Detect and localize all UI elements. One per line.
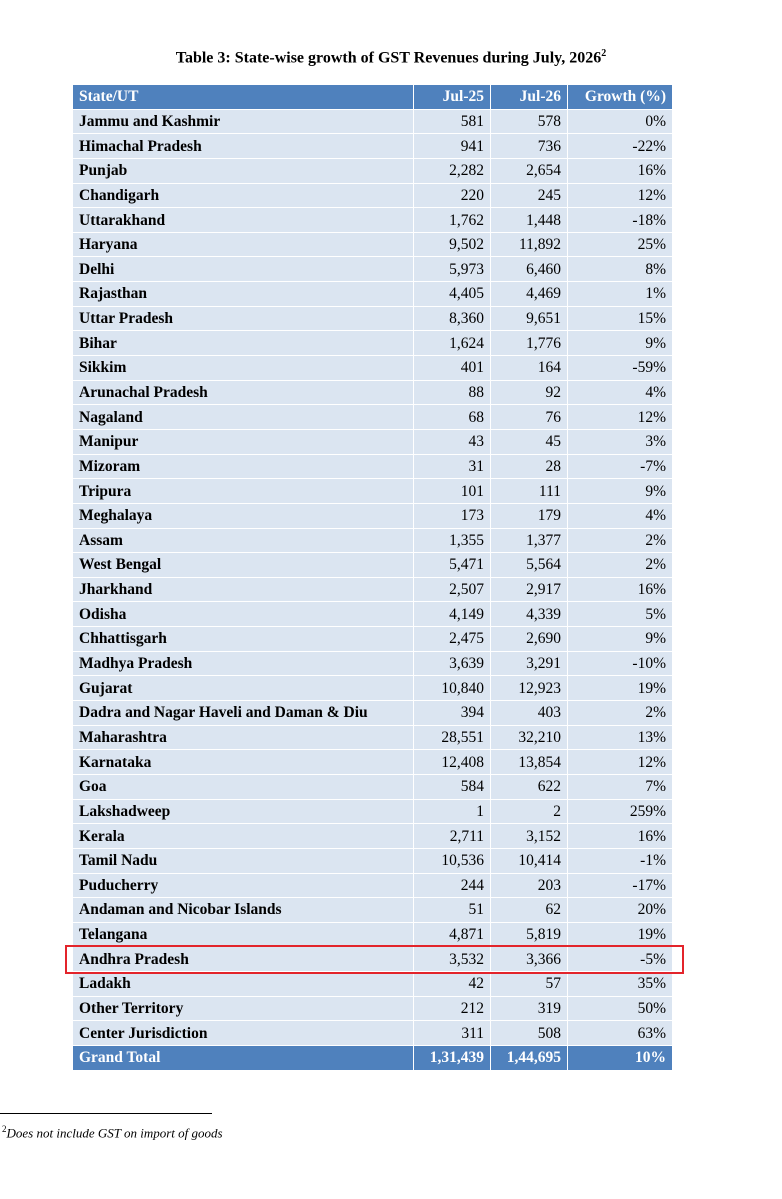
table-row — [73, 1021, 673, 1046]
jul26-cell: 2,654 — [491, 158, 568, 183]
jul25-cell: 31 — [414, 454, 491, 479]
state-name-cell: Puducherry — [73, 873, 414, 898]
growth-cell: 259% — [568, 799, 673, 824]
header-growth: Growth (%) — [568, 85, 673, 110]
gst-revenue-table — [72, 84, 672, 1070]
state-name-cell: Other Territory — [73, 996, 414, 1021]
jul26-cell: 2,917 — [491, 577, 568, 602]
table-row — [73, 627, 673, 652]
table-body — [73, 109, 673, 1069]
jul25-cell: 1,355 — [414, 528, 491, 553]
growth-cell: -59% — [568, 356, 673, 381]
jul26-cell: 203 — [491, 873, 568, 898]
jul25-cell: 212 — [414, 996, 491, 1021]
jul26-cell: 5,564 — [491, 553, 568, 578]
jul25-cell: 4,405 — [414, 282, 491, 307]
state-name-cell: Karnataka — [73, 750, 414, 775]
jul26-cell: 2 — [491, 799, 568, 824]
growth-cell: 19% — [568, 922, 673, 947]
jul26-cell: 92 — [491, 380, 568, 405]
table-row — [73, 282, 673, 307]
jul25-cell: 581 — [414, 109, 491, 134]
jul26-cell: 6,460 — [491, 257, 568, 282]
table-title-text: Table 3: State-wise growth of GST Revenues during July, 2026 — [175, 49, 602, 67]
jul25-cell: 2,475 — [414, 627, 491, 652]
jul26-cell: 12,923 — [491, 676, 568, 701]
jul25-cell: 5,471 — [414, 553, 491, 578]
table-row — [73, 725, 673, 750]
state-name-cell: Center Jurisdiction — [73, 1021, 414, 1046]
growth-cell: 9% — [568, 627, 673, 652]
growth-cell: -17% — [568, 873, 673, 898]
jul25-cell: 10,536 — [414, 848, 491, 873]
growth-cell: 20% — [568, 898, 673, 923]
growth-cell: 12% — [568, 183, 673, 208]
state-name-cell: Bihar — [73, 331, 414, 356]
table-row — [73, 701, 673, 726]
table-row — [73, 898, 673, 923]
state-name-cell: Lakshadweep — [73, 799, 414, 824]
jul26-cell: 2,690 — [491, 627, 568, 652]
jul25-cell: 42 — [414, 972, 491, 997]
jul25-cell: 51 — [414, 898, 491, 923]
jul26-cell: 179 — [491, 503, 568, 528]
growth-cell: 0% — [568, 109, 673, 134]
jul25-cell: 244 — [414, 873, 491, 898]
grand-total-growth: 10% — [568, 1045, 673, 1069]
state-name-cell: Uttarakhand — [73, 208, 414, 233]
growth-cell: 2% — [568, 553, 673, 578]
jul26-cell: 622 — [491, 774, 568, 799]
jul26-cell: 508 — [491, 1021, 568, 1046]
table-row — [73, 134, 673, 159]
jul26-cell: 1,377 — [491, 528, 568, 553]
title-footnote-marker: 2 — [601, 48, 607, 59]
jul26-cell: 9,651 — [491, 306, 568, 331]
header-state: State/UT — [73, 85, 414, 110]
state-name-cell: Himachal Pradesh — [73, 134, 414, 159]
state-name-cell: Delhi — [73, 257, 414, 282]
state-name-cell: West Bengal — [73, 553, 414, 578]
growth-cell: -1% — [568, 848, 673, 873]
table-row — [73, 750, 673, 775]
growth-cell: 19% — [568, 676, 673, 701]
jul26-cell: 45 — [491, 429, 568, 454]
growth-cell: 25% — [568, 232, 673, 257]
jul25-cell: 2,711 — [414, 824, 491, 849]
state-name-cell: Madhya Pradesh — [73, 651, 414, 676]
jul25-cell: 68 — [414, 405, 491, 430]
jul25-cell: 394 — [414, 701, 491, 726]
growth-cell: 1% — [568, 282, 673, 307]
jul26-cell: 403 — [491, 701, 568, 726]
state-name-cell: Jharkhand — [73, 577, 414, 602]
state-name-cell: Odisha — [73, 602, 414, 627]
table-row — [73, 183, 673, 208]
table-row — [73, 873, 673, 898]
jul26-cell: 3,366 — [491, 947, 568, 972]
state-name-cell: Haryana — [73, 232, 414, 257]
grand-total-jul25: 1,31,439 — [414, 1045, 491, 1069]
state-name-cell: Chandigarh — [73, 183, 414, 208]
table-row — [73, 306, 673, 331]
jul26-cell: 10,414 — [491, 848, 568, 873]
jul25-cell: 173 — [414, 503, 491, 528]
jul25-cell: 9,502 — [414, 232, 491, 257]
jul25-cell: 2,282 — [414, 158, 491, 183]
growth-cell: 16% — [568, 577, 673, 602]
table-row — [73, 257, 673, 282]
jul26-cell: 57 — [491, 972, 568, 997]
table-row — [73, 848, 673, 873]
jul25-cell: 28,551 — [414, 725, 491, 750]
jul26-cell: 1,448 — [491, 208, 568, 233]
jul25-cell: 311 — [414, 1021, 491, 1046]
jul26-cell: 32,210 — [491, 725, 568, 750]
jul26-cell: 4,339 — [491, 602, 568, 627]
state-name-cell: Gujarat — [73, 676, 414, 701]
grand-total-label: Grand Total — [73, 1045, 414, 1069]
growth-cell: 12% — [568, 750, 673, 775]
jul25-cell: 401 — [414, 356, 491, 381]
state-name-cell: Ladakh — [73, 972, 414, 997]
jul25-cell: 3,639 — [414, 651, 491, 676]
header-jul26: Jul-26 — [491, 85, 568, 110]
growth-cell: 16% — [568, 158, 673, 183]
jul26-cell: 3,291 — [491, 651, 568, 676]
table-row — [73, 972, 673, 997]
state-name-cell: Tamil Nadu — [73, 848, 414, 873]
jul26-cell: 1,776 — [491, 331, 568, 356]
jul25-cell: 88 — [414, 380, 491, 405]
table-row — [73, 774, 673, 799]
jul25-cell: 4,149 — [414, 602, 491, 627]
table-row — [73, 454, 673, 479]
jul25-cell: 584 — [414, 774, 491, 799]
jul25-cell: 12,408 — [414, 750, 491, 775]
table-row — [73, 528, 673, 553]
table-title — [0, 48, 782, 67]
state-name-cell: Rajasthan — [73, 282, 414, 307]
growth-cell: 7% — [568, 774, 673, 799]
header-jul25: Jul-25 — [414, 85, 491, 110]
table-row — [73, 232, 673, 257]
table-row — [73, 602, 673, 627]
growth-cell: 3% — [568, 429, 673, 454]
jul26-cell: 245 — [491, 183, 568, 208]
table-row — [73, 503, 673, 528]
table-row — [73, 676, 673, 701]
footnote — [2, 1124, 223, 1141]
growth-cell: 35% — [568, 972, 673, 997]
jul26-cell: 3,152 — [491, 824, 568, 849]
state-name-cell: Tripura — [73, 479, 414, 504]
growth-cell: 50% — [568, 996, 673, 1021]
jul26-cell: 319 — [491, 996, 568, 1021]
footnote-text: Does not include GST on import of goods — [6, 1125, 223, 1141]
jul26-cell: 4,469 — [491, 282, 568, 307]
jul26-cell: 5,819 — [491, 922, 568, 947]
table-row — [73, 331, 673, 356]
growth-cell: 12% — [568, 405, 673, 430]
state-name-cell: Mizoram — [73, 454, 414, 479]
table-header-row — [73, 85, 673, 110]
state-name-cell: Maharashtra — [73, 725, 414, 750]
jul25-cell: 43 — [414, 429, 491, 454]
jul25-cell: 10,840 — [414, 676, 491, 701]
state-name-cell: Jammu and Kashmir — [73, 109, 414, 134]
state-name-cell: Dadra and Nagar Haveli and Daman & Diu — [73, 701, 414, 726]
state-name-cell: Manipur — [73, 429, 414, 454]
growth-cell: 9% — [568, 479, 673, 504]
growth-cell: -10% — [568, 651, 673, 676]
jul25-cell: 8,360 — [414, 306, 491, 331]
state-name-cell: Andaman and Nicobar Islands — [73, 898, 414, 923]
jul26-cell: 76 — [491, 405, 568, 430]
growth-cell: 2% — [568, 528, 673, 553]
growth-cell: 2% — [568, 701, 673, 726]
state-name-cell: Chhattisgarh — [73, 627, 414, 652]
jul25-cell: 3,532 — [414, 947, 491, 972]
table-row — [73, 996, 673, 1021]
jul25-cell: 5,973 — [414, 257, 491, 282]
state-name-cell: Telangana — [73, 922, 414, 947]
state-name-cell: Assam — [73, 528, 414, 553]
grand-total-row — [73, 1045, 673, 1069]
jul25-cell: 4,871 — [414, 922, 491, 947]
jul25-cell: 941 — [414, 134, 491, 159]
jul25-cell: 220 — [414, 183, 491, 208]
footnote-rule — [0, 1113, 212, 1114]
state-name-cell: Andhra Pradesh — [73, 947, 414, 972]
jul25-cell: 1,762 — [414, 208, 491, 233]
state-name-cell: Punjab — [73, 158, 414, 183]
table-row — [73, 356, 673, 381]
jul25-cell: 2,507 — [414, 577, 491, 602]
grand-total-jul26: 1,44,695 — [491, 1045, 568, 1069]
jul25-cell: 101 — [414, 479, 491, 504]
jul26-cell: 11,892 — [491, 232, 568, 257]
table-row — [73, 405, 673, 430]
table-row — [73, 947, 673, 972]
table-row — [73, 553, 673, 578]
table-row — [73, 429, 673, 454]
growth-cell: -18% — [568, 208, 673, 233]
jul26-cell: 736 — [491, 134, 568, 159]
growth-cell: 16% — [568, 824, 673, 849]
table-row — [73, 208, 673, 233]
growth-cell: 4% — [568, 503, 673, 528]
jul25-cell: 1 — [414, 799, 491, 824]
growth-cell: -5% — [568, 947, 673, 972]
jul25-cell: 1,624 — [414, 331, 491, 356]
table-row — [73, 824, 673, 849]
table-row — [73, 577, 673, 602]
table-row — [73, 479, 673, 504]
growth-cell: 4% — [568, 380, 673, 405]
state-name-cell: Kerala — [73, 824, 414, 849]
table-row — [73, 158, 673, 183]
table-row — [73, 799, 673, 824]
state-name-cell: Nagaland — [73, 405, 414, 430]
state-name-cell: Goa — [73, 774, 414, 799]
jul26-cell: 578 — [491, 109, 568, 134]
growth-cell: 8% — [568, 257, 673, 282]
state-name-cell: Uttar Pradesh — [73, 306, 414, 331]
growth-cell: 63% — [568, 1021, 673, 1046]
table-row — [73, 109, 673, 134]
table-row — [73, 380, 673, 405]
state-name-cell: Arunachal Pradesh — [73, 380, 414, 405]
growth-cell: 13% — [568, 725, 673, 750]
growth-cell: 9% — [568, 331, 673, 356]
growth-cell: -22% — [568, 134, 673, 159]
jul26-cell: 111 — [491, 479, 568, 504]
jul26-cell: 13,854 — [491, 750, 568, 775]
state-name-cell: Meghalaya — [73, 503, 414, 528]
table-row — [73, 922, 673, 947]
jul26-cell: 28 — [491, 454, 568, 479]
jul26-cell: 164 — [491, 356, 568, 381]
growth-cell: 5% — [568, 602, 673, 627]
growth-cell: 15% — [568, 306, 673, 331]
table-row — [73, 651, 673, 676]
jul26-cell: 62 — [491, 898, 568, 923]
growth-cell: -7% — [568, 454, 673, 479]
state-name-cell: Sikkim — [73, 356, 414, 381]
footnote-marker: 2 — [2, 1124, 7, 1134]
